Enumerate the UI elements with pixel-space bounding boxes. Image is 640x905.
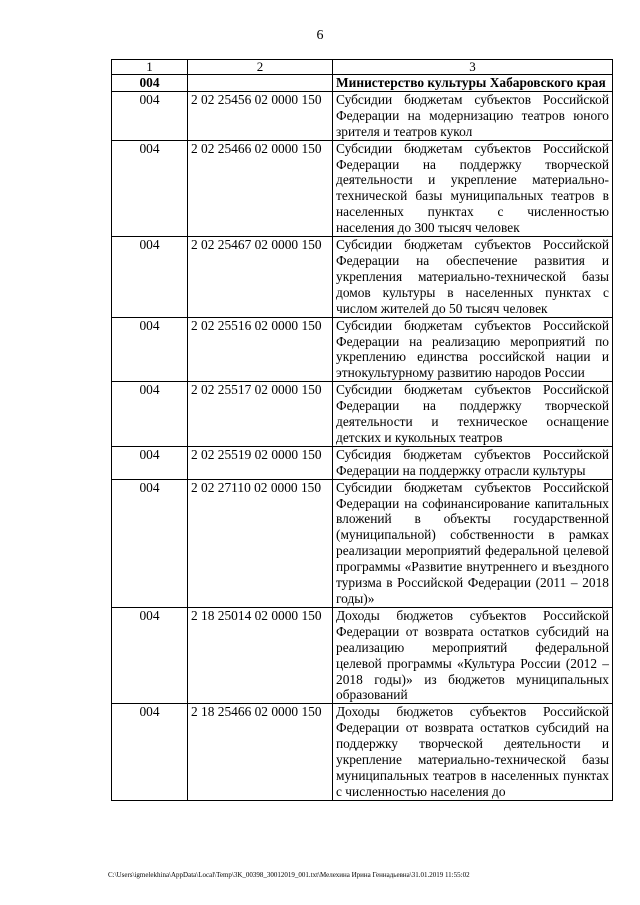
description-cell: Субсидии бюджетам субъектов Российской Федерации на софинансирование капитальных вложений в объекты государственной (муниципальной) собственности в рамках реализации мероприятий федеральной целевой программы «Развитие внутреннего и въездного туризма в Российской Федерации (2011 – 2018 годы)» xyxy=(333,479,613,607)
revenue-code-cell: 2 02 27110 02 0000 150 xyxy=(188,479,333,607)
table-row xyxy=(112,237,613,318)
description-cell: Субсидии бюджетам субъектов Российской Федерации на обеспечение развития и укрепления материально-технической базы домов культуры в населенных пунктах с числом жителей до 50 тысяч человек xyxy=(333,237,613,318)
description-cell: Министерство культуры Хабаровского края xyxy=(333,75,613,92)
description-cell: Субсидии бюджетам субъектов Российской Федерации на поддержку творческой деятельности и укрепление материально-технической базы муниципальных театров в населенных пунктах с численностью населения до 300 тысяч человек xyxy=(333,140,613,236)
description-cell: Субсидия бюджетам субъектов Российской Федерации на поддержку отрасли культуры xyxy=(333,446,613,479)
revenue-code-cell xyxy=(188,75,333,92)
admin-code-cell: 004 xyxy=(112,704,188,800)
admin-code-cell: 004 xyxy=(112,382,188,447)
table-row xyxy=(112,75,613,92)
revenue-code-cell: 2 02 25456 02 0000 150 xyxy=(188,91,333,140)
budget-classification-table xyxy=(111,59,613,801)
page-number: 6 xyxy=(316,28,324,43)
description-cell: Субсидии бюджетам субъектов Российской Федерации на реализацию мероприятий по укреплению единства российской нации и этнокультурному развитию народов России xyxy=(333,317,613,382)
revenue-code-cell: 2 18 25466 02 0000 150 xyxy=(188,704,333,800)
column-header-1: 1 xyxy=(112,60,188,75)
table-row xyxy=(112,382,613,447)
admin-code-cell: 004 xyxy=(112,140,188,236)
admin-code-cell: 004 xyxy=(112,479,188,607)
revenue-code-cell: 2 02 25516 02 0000 150 xyxy=(188,317,333,382)
revenue-code-cell: 2 02 25519 02 0000 150 xyxy=(188,446,333,479)
column-header-2: 2 xyxy=(188,60,333,75)
admin-code-cell: 004 xyxy=(112,75,188,92)
revenue-code-cell: 2 02 25466 02 0000 150 xyxy=(188,140,333,236)
admin-code-cell: 004 xyxy=(112,317,188,382)
revenue-code-cell: 2 02 25517 02 0000 150 xyxy=(188,382,333,447)
column-header-3: 3 xyxy=(333,60,613,75)
table-row xyxy=(112,704,613,800)
revenue-code-cell: 2 18 25014 02 0000 150 xyxy=(188,607,333,703)
revenue-code-cell: 2 02 25467 02 0000 150 xyxy=(188,237,333,318)
description-cell: Доходы бюджетов субъектов Российской Федерации от возврата остатков субсидий на реализацию мероприятий федеральной целевой программы «Культура России (2012 – 2018 годы)» из бюджетов муниципальных образований xyxy=(333,607,613,703)
table-row xyxy=(112,140,613,236)
description-cell: Доходы бюджетов субъектов Российской Федерации от возврата остатков субсидий на поддержку творческой деятельности и укрепление материально-технической базы муниципальных театров в населенных пунктах с численностью населения до xyxy=(333,704,613,800)
admin-code-cell: 004 xyxy=(112,237,188,318)
file-path-footer: C:\Users\igmelekhina\AppData\Local\Temp\3K_00398_30012019_001.txt\Мелехина Ирина Геннадьевна\31.01.2019 11:55:02 xyxy=(108,871,470,879)
table-row xyxy=(112,446,613,479)
admin-code-cell: 004 xyxy=(112,91,188,140)
table-row xyxy=(112,317,613,382)
table-row xyxy=(112,91,613,140)
header-row xyxy=(112,60,613,75)
admin-code-cell: 004 xyxy=(112,446,188,479)
table-row xyxy=(112,479,613,607)
admin-code-cell: 004 xyxy=(112,607,188,703)
table-row xyxy=(112,607,613,703)
description-cell: Субсидии бюджетам субъектов Российской Федерации на модернизацию театров юного зрителя и театров кукол xyxy=(333,91,613,140)
description-cell: Субсидии бюджетам субъектов Российской Федерации на поддержку творческой деятельности и техническое оснащение детских и кукольных театров xyxy=(333,382,613,447)
